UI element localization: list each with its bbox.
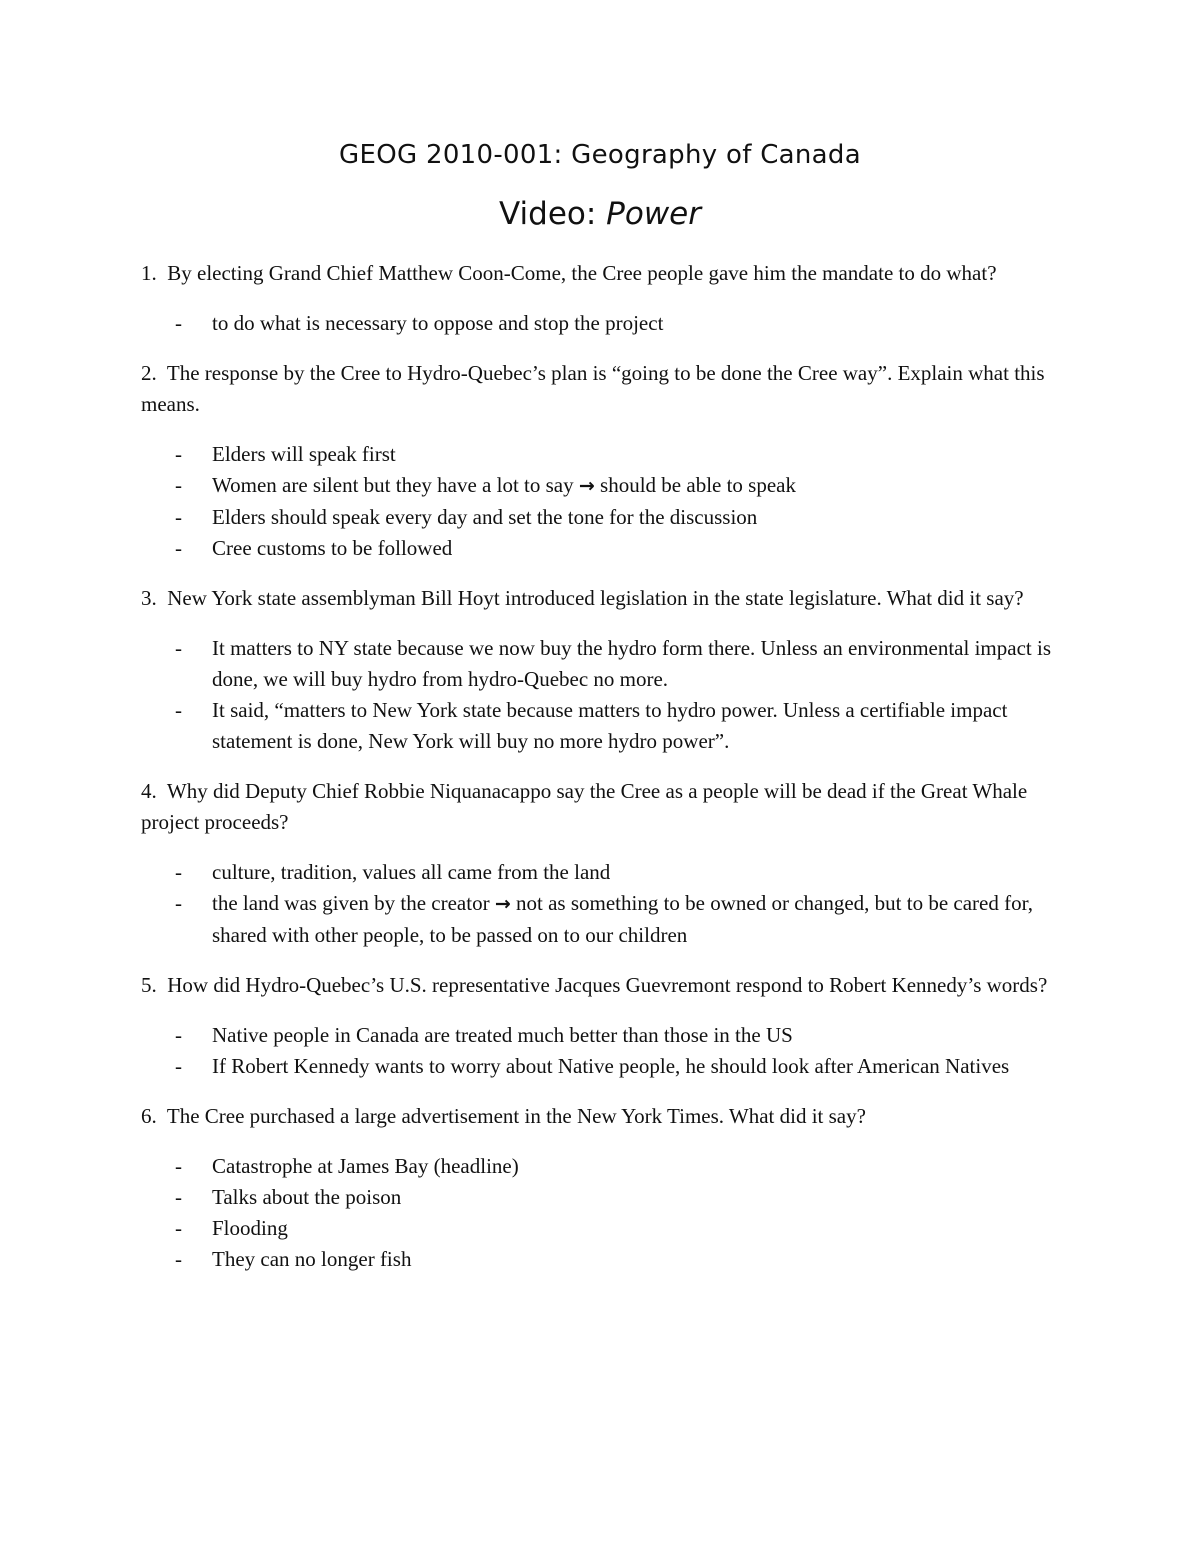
question-text: Why did Deputy Chief Robbie Niquanacappo say the Cree as a people will be dead if the Great Whale project proceeds? bbox=[141, 779, 1028, 834]
answer-text: Catastrophe at James Bay (headline) bbox=[212, 1154, 519, 1178]
answer-item bbox=[141, 470, 1053, 502]
question-number: 3. bbox=[141, 586, 157, 610]
bullet-dash: - bbox=[175, 442, 182, 466]
answer-list bbox=[141, 1020, 1053, 1082]
bullet-dash: - bbox=[175, 1054, 182, 1078]
bullet-dash: - bbox=[175, 1154, 182, 1178]
answer-text: Women are silent but they have a lot to say bbox=[212, 473, 579, 497]
answer-item bbox=[141, 1020, 1053, 1051]
answer-item bbox=[141, 888, 1053, 951]
question-number: 4. bbox=[141, 779, 157, 803]
question-2 bbox=[141, 358, 1053, 420]
question-6 bbox=[141, 1101, 1053, 1132]
bullet-dash: - bbox=[175, 473, 182, 497]
bullet-dash: - bbox=[175, 311, 182, 335]
answer-list bbox=[141, 1151, 1053, 1275]
answer-text: Flooding bbox=[212, 1216, 288, 1240]
bullet-dash: - bbox=[175, 891, 182, 915]
answer-text: Elders should speak every day and set the tone for the discussion bbox=[212, 505, 758, 529]
answer-text: the land was given by the creator bbox=[212, 891, 495, 915]
question-text: By electing Grand Chief Matthew Coon-Come, the Cree people gave him the mandate to do what? bbox=[167, 261, 997, 285]
bullet-dash: - bbox=[175, 636, 182, 660]
answer-text: Talks about the poison bbox=[212, 1185, 402, 1209]
answer-item bbox=[141, 1213, 1053, 1244]
bullet-dash: - bbox=[175, 536, 182, 560]
answer-text: not as something to be owned or changed, but to be cared for, shared with other people, to be passed on to our children bbox=[212, 891, 1034, 947]
question-list bbox=[141, 258, 1053, 1294]
answer-text: culture, tradition, values all came from the land bbox=[212, 860, 611, 884]
bullet-dash: - bbox=[175, 1247, 182, 1271]
question-text: New York state assemblyman Bill Hoyt introduced legislation in the state legislature. What did it say? bbox=[167, 586, 1024, 610]
bullet-dash: - bbox=[175, 1216, 182, 1240]
bullet-dash: - bbox=[175, 698, 182, 722]
bullet-dash: - bbox=[175, 1023, 182, 1047]
right-arrow-icon: → bbox=[578, 475, 595, 497]
answer-item bbox=[141, 633, 1053, 695]
answer-item bbox=[141, 695, 1053, 757]
subtitle-video-name: Power bbox=[606, 196, 701, 232]
right-arrow-icon: → bbox=[494, 893, 511, 915]
answer-list bbox=[141, 857, 1053, 951]
question-text: The Cree purchased a large advertisement in the New York Times. What did it say? bbox=[166, 1104, 866, 1128]
answer-text: It matters to NY state because we now buy the hydro form there. Unless an environmental impact is done, we will buy hydro from hydro-Quebec no more. bbox=[212, 636, 1051, 691]
answer-text: They can no longer fish bbox=[212, 1247, 412, 1271]
answer-item bbox=[141, 1182, 1053, 1213]
answer-item bbox=[141, 1051, 1053, 1082]
answer-list bbox=[141, 308, 1053, 339]
bullet-dash: - bbox=[175, 860, 182, 884]
bullet-dash: - bbox=[175, 1185, 182, 1209]
answer-item bbox=[141, 1151, 1053, 1182]
question-3 bbox=[141, 583, 1053, 614]
answer-list bbox=[141, 439, 1053, 564]
question-number: 1. bbox=[141, 261, 157, 285]
answer-item bbox=[141, 308, 1053, 339]
answer-text: Native people in Canada are treated much better than those in the US bbox=[212, 1023, 793, 1047]
question-number: 2. bbox=[141, 361, 157, 385]
answer-text: to do what is necessary to oppose and stop the project bbox=[212, 311, 664, 335]
question-number: 6. bbox=[141, 1104, 157, 1128]
answer-text: should be able to speak bbox=[594, 473, 796, 497]
question-number: 5. bbox=[141, 973, 157, 997]
question-text: The response by the Cree to Hydro-Quebec’s plan is “going to be done the Cree way”. Explain what this means. bbox=[141, 361, 1045, 416]
answer-list bbox=[141, 633, 1053, 757]
answer-item bbox=[141, 439, 1053, 470]
answer-text: Cree customs to be followed bbox=[212, 536, 453, 560]
question-text: How did Hydro-Quebec’s U.S. representative Jacques Guevremont respond to Robert Kennedy’s words? bbox=[167, 973, 1048, 997]
document-subtitle bbox=[0, 196, 1200, 232]
answer-text: If Robert Kennedy wants to worry about Native people, he should look after American Natives bbox=[212, 1054, 1010, 1078]
answer-text: Elders will speak first bbox=[212, 442, 396, 466]
bullet-dash: - bbox=[175, 505, 182, 529]
question-5 bbox=[141, 970, 1053, 1001]
answer-item bbox=[141, 857, 1053, 888]
question-4 bbox=[141, 776, 1053, 838]
question-1 bbox=[141, 258, 1053, 289]
subtitle-prefix: Video: bbox=[499, 196, 607, 232]
document-title: GEOG 2010-001: Geography of Canada bbox=[339, 140, 861, 170]
answer-text: It said, “matters to New York state because matters to hydro power. Unless a certifiable impact statement is done, New York will buy no more hydro power”. bbox=[212, 698, 1008, 753]
answer-item bbox=[141, 533, 1053, 564]
answer-item bbox=[141, 1244, 1053, 1275]
answer-item bbox=[141, 502, 1053, 533]
